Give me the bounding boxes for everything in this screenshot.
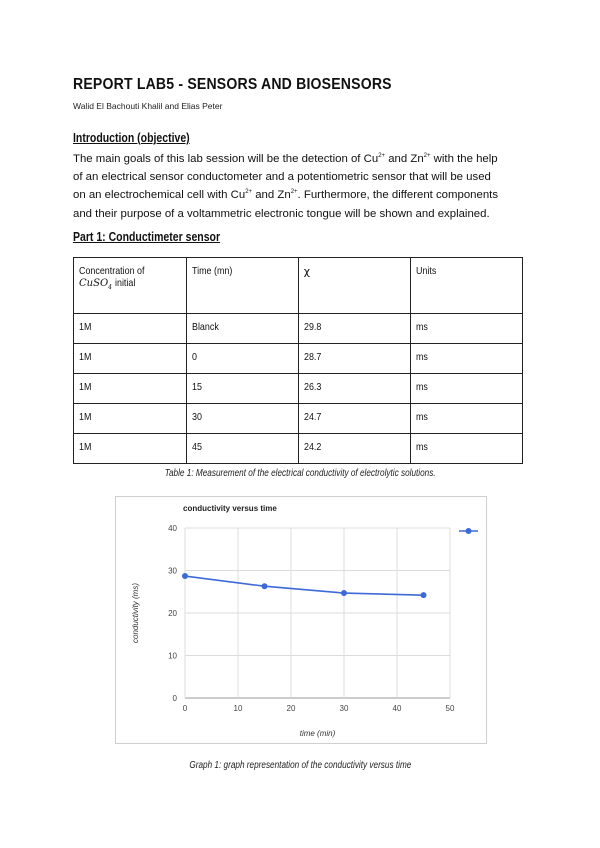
graph-caption-text: Graph 1: graph representation of the conductivity versus time (189, 760, 411, 771)
charge-superscript: 2+ (245, 189, 253, 196)
cell (298, 314, 411, 344)
cell-text: ms (416, 351, 429, 363)
header-concentration (74, 258, 187, 314)
cell (411, 434, 523, 464)
legend-swatch-dot (466, 528, 472, 534)
cell (411, 344, 523, 374)
intro-text: on an electrochemical cell with Cu (73, 189, 246, 202)
header-time (186, 258, 298, 314)
cell (411, 404, 523, 434)
graph-caption (0, 760, 600, 771)
conductivity-table (73, 257, 523, 464)
cell-text: 26.3 (303, 381, 322, 393)
header-units-label: Units (416, 265, 437, 277)
cell (411, 314, 523, 344)
formula-subscript: 4 (108, 284, 112, 291)
cell (298, 344, 411, 374)
cell-text: 1M (79, 441, 92, 453)
header-time-label: Time (mn) (191, 265, 232, 277)
x-tick-label: 40 (392, 704, 402, 713)
intro-text: with the help (430, 153, 498, 165)
x-tick-label: 20 (286, 704, 296, 713)
cell-text: 30 (191, 411, 202, 423)
table-row (74, 404, 523, 434)
authors: Walid El Bachouti Khalil and Elias Peter (73, 101, 223, 111)
cell-text: Blanck (191, 321, 219, 333)
table-row (74, 434, 523, 464)
cell (298, 404, 411, 434)
conductivity-chart (116, 497, 486, 743)
cell-text: 1M (79, 351, 92, 363)
y-tick-label: 30 (168, 566, 177, 576)
cell (74, 374, 187, 404)
table-caption-text: Table 1: Measurement of the electrical conductivity of electrolytic solutions. (164, 468, 436, 479)
x-tick-label: 30 (339, 704, 349, 713)
part1-heading: Part 1: Conductimeter sensor (73, 230, 221, 244)
cell (186, 314, 298, 344)
table-row (74, 374, 523, 404)
intro-line-2: of an electrical sensor conductometer and a potentiometric sensor that will be used (73, 171, 491, 184)
table-row (74, 314, 523, 344)
cell-text: 1M (79, 321, 92, 333)
cell (186, 374, 298, 404)
data-point (262, 583, 268, 589)
charge-superscript: 2+ (378, 153, 386, 159)
report-title: REPORT LAB5 - SENSORS AND BIOSENSORS (73, 76, 392, 93)
cell-text: 0 (191, 351, 197, 363)
cell (186, 434, 298, 464)
intro-text: and Zn (252, 189, 291, 202)
cell-text: ms (416, 441, 429, 453)
table-header-row (74, 258, 523, 314)
x-tick-label: 50 (445, 704, 455, 713)
table-caption (0, 468, 600, 479)
concentration-prefix: Concentration of (79, 265, 145, 277)
cell-text: 1M (79, 381, 92, 393)
cell (186, 404, 298, 434)
cell (74, 434, 187, 464)
cell-text: ms (416, 411, 429, 423)
data-point (421, 592, 427, 598)
chart-frame (115, 496, 487, 744)
intro-text: and Zn (385, 153, 424, 165)
intro-line-4: and their purpose of a voltammetric electronic tongue will be shown and explained. (73, 207, 490, 220)
cell-text: 15 (191, 381, 202, 393)
header-units (411, 258, 523, 314)
header-chi-label: χ (303, 265, 311, 278)
cell-text: 24.2 (303, 441, 322, 453)
cell-text: ms (416, 321, 429, 333)
intro-line-1 (73, 150, 533, 168)
charge-superscript: 2+ (290, 189, 298, 196)
cell (74, 314, 187, 344)
cell (298, 374, 411, 404)
header-chi (298, 258, 411, 314)
y-axis-label: conductivity (ms) (131, 582, 140, 644)
data-point (182, 573, 188, 579)
intro-paragraph (73, 150, 533, 223)
intro-heading: Introduction (objective) (73, 131, 190, 145)
cell (186, 344, 298, 374)
table-row (74, 344, 523, 374)
cell-text: ms (416, 381, 429, 393)
x-tick-label: 0 (182, 704, 188, 713)
intro-line-3 (73, 186, 533, 204)
y-tick-label: 40 (168, 524, 177, 533)
series-line (185, 576, 424, 595)
cell-text: 24.7 (303, 411, 322, 423)
cell (411, 374, 523, 404)
x-axis-label: time (min) (299, 729, 336, 738)
y-tick-label: 10 (168, 651, 177, 661)
data-point (341, 590, 347, 596)
formula-text: CuSO (79, 278, 109, 289)
cell-text: 1M (79, 411, 92, 423)
x-tick-label: 10 (233, 704, 243, 713)
cell (298, 434, 411, 464)
cell (74, 344, 187, 374)
formula (79, 278, 112, 289)
cell-text: 28.7 (303, 351, 322, 363)
intro-text: The main goals of this lab session will be the detection of Cu (73, 153, 379, 165)
y-tick-label: 20 (168, 609, 177, 618)
cell (74, 404, 187, 434)
charge-superscript: 2+ (423, 153, 431, 159)
chart-title: conductivity versus time (183, 504, 277, 513)
intro-text: . Furthermore, the different components (297, 189, 499, 202)
y-tick-label: 0 (172, 694, 177, 703)
concentration-suffix: initial (114, 277, 136, 289)
cell-text: 45 (191, 441, 202, 453)
cell-text: 29.8 (303, 321, 322, 333)
